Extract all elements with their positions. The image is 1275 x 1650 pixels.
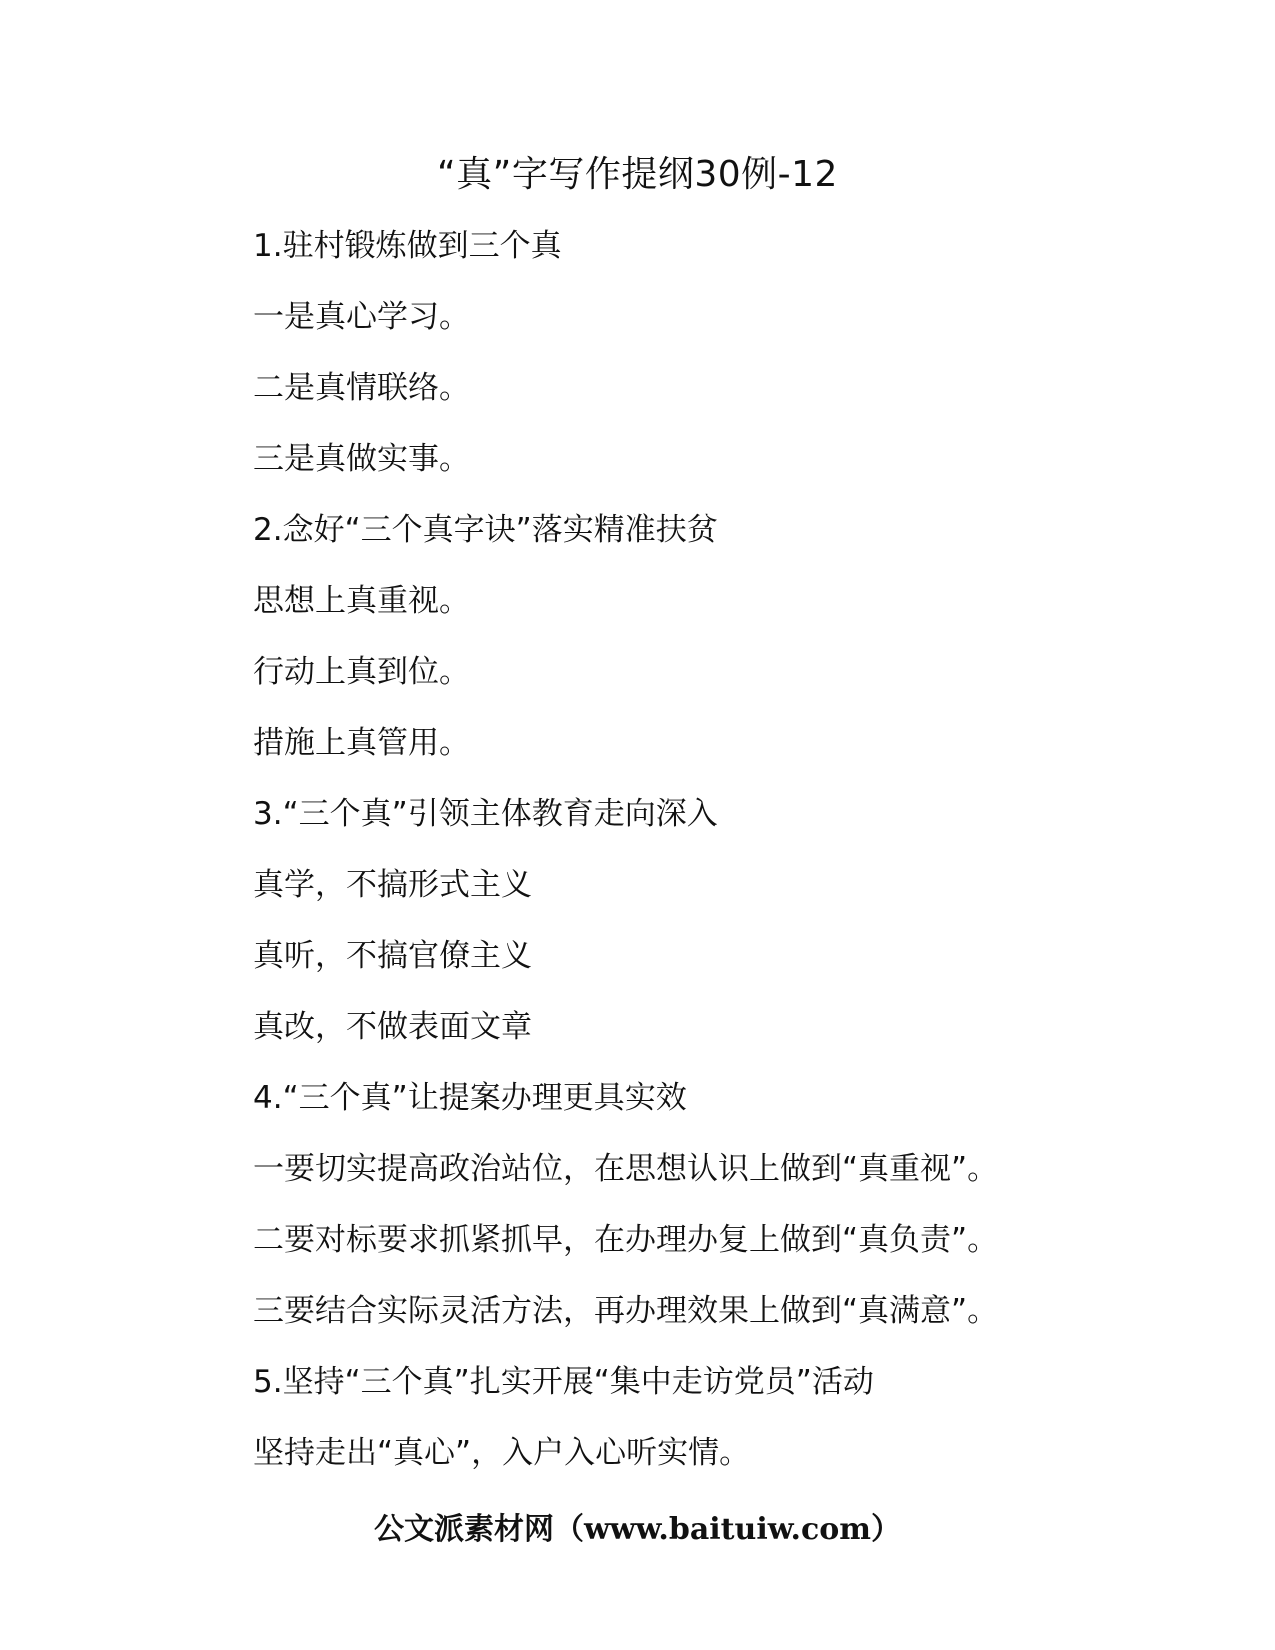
body-line: 行动上真到位。 — [253, 654, 470, 690]
body-line: 真改，不做表面文章 — [253, 1009, 532, 1045]
section-heading-5: 5.坚持“三个真”扎实开展“集中走访党员”活动 — [253, 1364, 874, 1400]
body-line: 二要对标要求抓紧抓早，在办理办复上做到“真负责”。 — [253, 1222, 999, 1258]
section-heading-2: 2.念好“三个真字诀”落实精准扶贫 — [253, 512, 718, 548]
document-title: “真”字写作提纲30例-12 — [437, 154, 838, 195]
body-line: 坚持走出“真心”，入户入心听实情。 — [253, 1435, 751, 1471]
body-line: 思想上真重视。 — [253, 583, 470, 619]
source-watermark-footer: 公文派素材网（www.baituiw.com） — [373, 1512, 902, 1547]
section-heading-4: 4.“三个真”让提案办理更具实效 — [253, 1080, 687, 1116]
body-line: 二是真情联络。 — [253, 370, 470, 406]
document-body — [253, 225, 1053, 1503]
body-line: 三要结合实际灵活方法，再办理效果上做到“真满意”。 — [253, 1293, 999, 1329]
section-heading-3: 3.“三个真”引领主体教育走向深入 — [253, 796, 718, 832]
body-line: 措施上真管用。 — [253, 725, 470, 761]
body-line: 三是真做实事。 — [253, 441, 470, 477]
body-line: 真听，不搞官僚主义 — [253, 938, 532, 974]
body-line: 真学，不搞形式主义 — [253, 867, 532, 903]
section-heading-1: 1.驻村锻炼做到三个真 — [253, 228, 562, 264]
body-line: 一要切实提高政治站位，在思想认识上做到“真重视”。 — [253, 1151, 999, 1187]
body-line: 一是真心学习。 — [253, 299, 470, 335]
